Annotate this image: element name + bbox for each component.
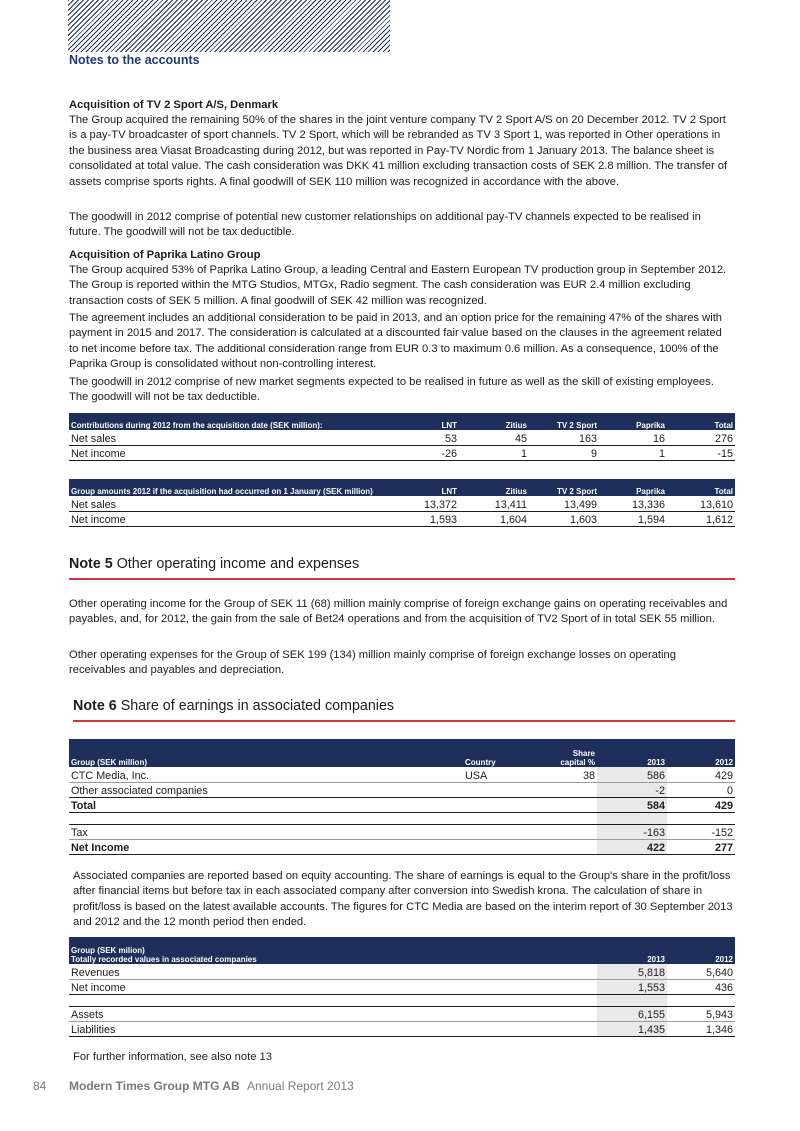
- note-5-paragraph-1: Other operating income for the Group of SEK 11 (68) million mainly comprise of foreign exchange gains on operating receivables and payables, and, for 2012, the gain from the sale of Bet24 operations and from the acquisition of TV2 Sport of in total SEK 55 million.: [69, 598, 728, 626]
- table-cell: [463, 782, 523, 797]
- column-header: Zitius: [459, 413, 529, 430]
- table-cell: 0: [667, 782, 735, 797]
- note-title: Share of earnings in associated companies: [120, 698, 395, 714]
- note-5-heading: [69, 556, 735, 580]
- column-header: LNT: [381, 413, 459, 430]
- acq-paprika-paragraph-3: The goodwill in 2012 comprise of new market segments expected to be realised in future as well as the skill of existing employees. The goodwill will not be tax deductible.: [69, 376, 714, 404]
- table-cell: Tax: [69, 824, 463, 839]
- column-header: [523, 739, 597, 767]
- column-header: 2012: [667, 937, 735, 964]
- table-cell: [523, 839, 597, 854]
- note-title: Other operating income and expenses: [116, 556, 360, 572]
- table-cell: [667, 994, 735, 1006]
- table-row: [69, 782, 735, 797]
- table-cell: 53: [381, 430, 459, 445]
- table-row: [69, 979, 735, 994]
- column-header: 2012: [667, 739, 735, 767]
- note-6-paragraph: Associated companies are reported based on equity accounting. The share of earnings is equal to the Group's share in the profit/loss after financial items but before tax in each associated company after conversion into Swedish krona. The calculation of share in profit/loss is based on the latest available accounts. The figures for CTC Media are based on the interim report of 30 September 2013 and 2012 and the 12 month period then ended.: [73, 870, 733, 929]
- table-row: [69, 797, 735, 812]
- table-cell: 422: [597, 839, 667, 854]
- header-line-1: Group (SEK milion): [71, 946, 145, 955]
- header-hatch-pattern: [68, 0, 390, 52]
- footer-company-name: Modern Times Group MTG AB: [69, 1079, 240, 1093]
- table-cell: 1,594: [599, 511, 667, 526]
- page-section-title: Notes to the accounts: [69, 53, 200, 67]
- share-header-line-2: capital %: [560, 758, 595, 767]
- table-cell: [597, 812, 667, 824]
- associated-companies-table: [69, 739, 735, 855]
- table-cell: 436: [667, 979, 735, 994]
- group-amounts-table: [69, 479, 735, 527]
- column-header: TV 2 Sport: [529, 413, 599, 430]
- table-cell: 276: [667, 430, 735, 445]
- table-cell: 163: [529, 430, 599, 445]
- table-cell: 429: [667, 797, 735, 812]
- table-cell: 586: [597, 767, 667, 782]
- table-row: [69, 430, 735, 445]
- table-cell: 429: [667, 767, 735, 782]
- table-cell: 1,553: [597, 979, 667, 994]
- table-header-row: [69, 739, 735, 767]
- column-header: Paprika: [599, 479, 667, 496]
- table-row: [69, 824, 735, 839]
- column-header: TV 2 Sport: [529, 479, 599, 496]
- table-row: [69, 445, 735, 460]
- contributions-table: [69, 413, 735, 461]
- table-cell: 277: [667, 839, 735, 854]
- column-header: Country: [463, 739, 523, 767]
- column-header: Total: [667, 413, 735, 430]
- further-information-note: For further information, see also note 13: [73, 1051, 272, 1063]
- table-row: [69, 964, 735, 979]
- table-cell: Revenues: [69, 964, 597, 979]
- table-row: [69, 1006, 735, 1021]
- footer-report-name: Annual Report 2013: [247, 1079, 354, 1093]
- table-cell: 1: [459, 445, 529, 460]
- table-cell: [523, 812, 597, 824]
- table-cell: -163: [597, 824, 667, 839]
- table-cell: 16: [599, 430, 667, 445]
- page-number: 84: [33, 1079, 47, 1093]
- acq-tv2-heading: Acquisition of TV 2 Sport A/S, Denmark: [69, 99, 279, 111]
- note-5-paragraph-2: Other operating expenses for the Group of SEK 199 (134) million mainly comprise of foreign exchange losses on operating receivables and payables and depreciation.: [69, 649, 676, 677]
- note-number: Note 6: [73, 698, 117, 714]
- table-cell: [523, 824, 597, 839]
- column-header: LNT: [381, 479, 459, 496]
- table-cell: 13,372: [381, 496, 459, 511]
- table-cell: -15: [667, 445, 735, 460]
- table-cell: 45: [459, 430, 529, 445]
- note-6-heading: [73, 698, 735, 722]
- column-header: Total: [667, 479, 735, 496]
- table-cell: -2: [597, 782, 667, 797]
- table-cell: Total: [69, 797, 463, 812]
- table-cell: [463, 797, 523, 812]
- table-cell: 13,411: [459, 496, 529, 511]
- table-cell: 38: [523, 767, 597, 782]
- table-header-row: [69, 413, 735, 430]
- table-cell: 5,640: [667, 964, 735, 979]
- table-cell: 6,155: [597, 1006, 667, 1021]
- table-spacer-row: [69, 812, 735, 824]
- table-cell: 1,612: [667, 511, 735, 526]
- column-header: Group amounts 2012 if the acquisition had occurred on 1 January (SEK million): [69, 479, 381, 496]
- table-spacer-row: [69, 994, 735, 1006]
- table-cell: [597, 994, 667, 1006]
- table-cell: 13,610: [667, 496, 735, 511]
- share-header-line-1: Share: [572, 749, 595, 758]
- column-header: 2013: [597, 739, 667, 767]
- table-cell: -26: [381, 445, 459, 460]
- table-cell: 13,499: [529, 496, 599, 511]
- table-cell: [463, 839, 523, 854]
- table-cell: 1,604: [459, 511, 529, 526]
- column-header: Group (SEK million): [69, 739, 463, 767]
- header-line-2: Totally recorded values in associated companies: [71, 955, 257, 964]
- table-cell: 13,336: [599, 496, 667, 511]
- table-cell: Liabilities: [69, 1021, 597, 1036]
- table-row: [69, 511, 735, 526]
- table-cell: 1,435: [597, 1021, 667, 1036]
- column-header: Contributions during 2012 from the acquisition date (SEK million):: [69, 413, 381, 430]
- table-cell: [69, 994, 597, 1006]
- acq-paprika-paragraph-1: The Group acquired 53% of Paprika Latino Group, a leading Central and Eastern European TV production group in September 2012. The Group is reported within the MTG Studios, MTGx, Radio segment. The cash consideration was EUR 2.4 million excluding transaction costs of SEK 5 million. A final goodwill of SEK 42 million was recognized.: [69, 264, 727, 307]
- table-cell: 1,593: [381, 511, 459, 526]
- associated-values-table: [69, 937, 735, 1037]
- column-header: Zitius: [459, 479, 529, 496]
- table-cell: -152: [667, 824, 735, 839]
- table-cell: 9: [529, 445, 599, 460]
- table-cell: Net Income: [69, 839, 463, 854]
- table-cell: [523, 797, 597, 812]
- table-header-row: [69, 937, 735, 964]
- table-cell: 1,603: [529, 511, 599, 526]
- table-cell: 584: [597, 797, 667, 812]
- table-cell: Assets: [69, 1006, 597, 1021]
- table-header-row: [69, 479, 735, 496]
- table-cell: 5,818: [597, 964, 667, 979]
- table-cell: Net sales: [69, 430, 381, 445]
- table-cell: 1: [599, 445, 667, 460]
- acq-paprika-paragraph-2: The agreement includes an additional consideration to be paid in 2013, and an option price for the remaining 47% of the shares with payment in 2015 and 2017. The consideration is calculated at a discounted fair value based on the clauses in the agreement related to net income before tax. The additional consideration range from EUR 0.3 to maximum 0.6 million. As a consequence, 100% of the Paprika Group is consolidated without non-controlling interest.: [69, 312, 723, 371]
- acq-tv2-paragraph-1: The Group acquired the remaining 50% of the shares in the joint venture company TV 2 Sport A/S on 20 December 2012. TV 2 Sport is a pay-TV broadcaster of sport channels. TV 2 Sport, which will be rebranded as TV 3 Sport 1, was reported in Other operations in the business area Viasat Broadcasting during 2012, but was reported in Pay-TV Nordic from 1 January 2013. The balance sheet is consolidated at total value. The cash consideration was DKK 41 million excluding transaction costs of SEK 2.8 million. The transfer of assets comprise sports rights. A final goodwill of SEK 110 million was recognized in accordance with the above.: [69, 114, 728, 188]
- table-cell: Net income: [69, 511, 381, 526]
- table-row: [69, 767, 735, 782]
- table-cell: [69, 812, 463, 824]
- table-cell: 5,943: [667, 1006, 735, 1021]
- column-header: 2013: [597, 937, 667, 964]
- acq-paprika-heading: Acquisition of Paprika Latino Group: [69, 249, 261, 261]
- note-number: Note 5: [69, 556, 113, 572]
- table-cell: Net income: [69, 979, 597, 994]
- table-cell: [667, 812, 735, 824]
- table-cell: [463, 824, 523, 839]
- table-cell: CTC Media, Inc.: [69, 767, 463, 782]
- table-cell: [463, 812, 523, 824]
- table-cell: [523, 782, 597, 797]
- table-cell: USA: [463, 767, 523, 782]
- table-cell: Net sales: [69, 496, 381, 511]
- table-row: [69, 496, 735, 511]
- table-row: [69, 1021, 735, 1036]
- table-cell: Net income: [69, 445, 381, 460]
- acq-tv2-paragraph-2: The goodwill in 2012 comprise of potential new customer relationships on additional pay-TV channels expected to be realised in future. The goodwill will not be tax deductible.: [69, 211, 701, 239]
- table-cell: Other associated companies: [69, 782, 463, 797]
- column-header: [69, 937, 597, 964]
- table-cell: 1,346: [667, 1021, 735, 1036]
- table-row: [69, 839, 735, 854]
- column-header: Paprika: [599, 413, 667, 430]
